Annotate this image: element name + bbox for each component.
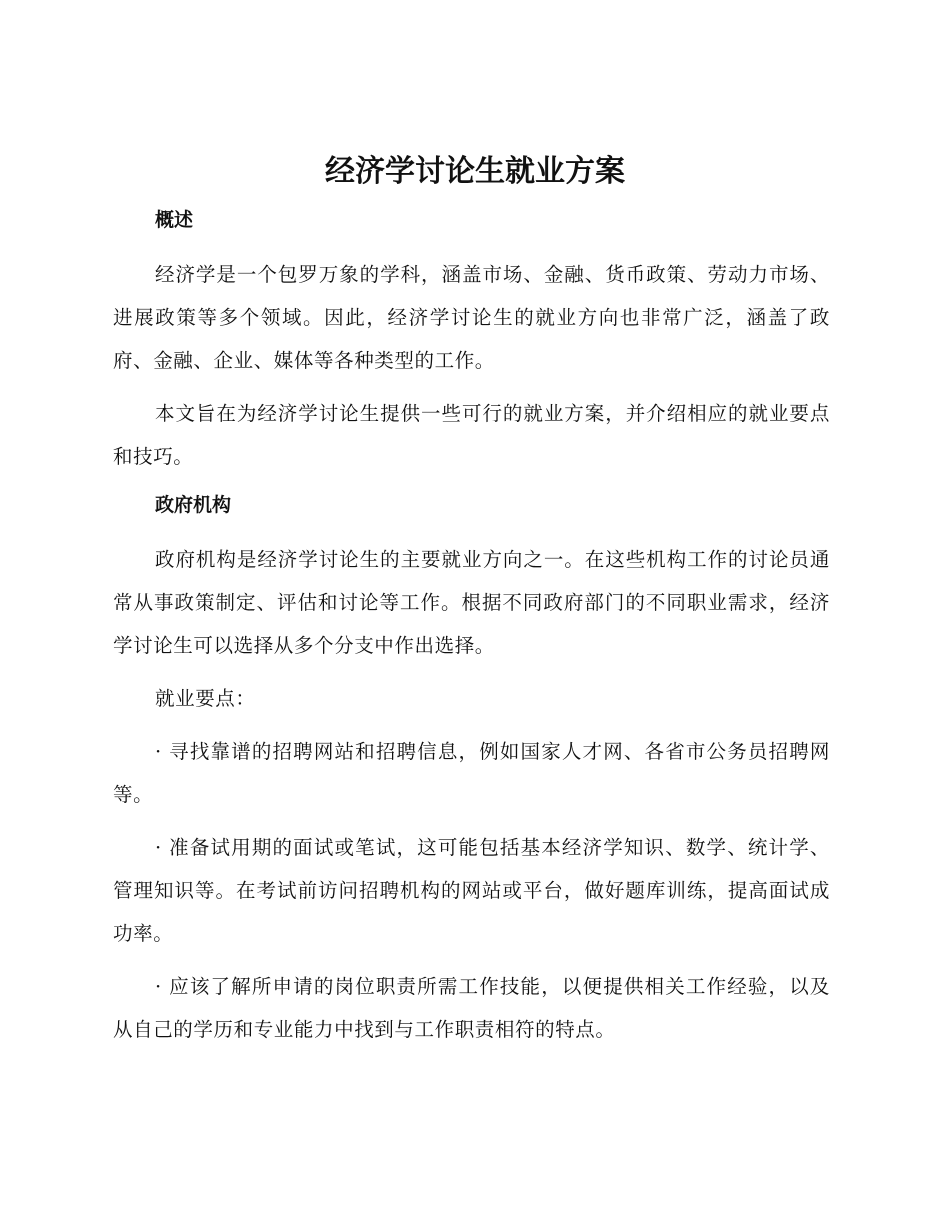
paragraph: 本文旨在为经济学讨论生提供一些可行的就业方案，并介绍相应的就业要点和技巧。 [113, 402, 830, 468]
bullet-item: · 应该了解所申请的岗位职责所需工作技能，以便提供相关工作经验，以及从自己的学历和专业能力中找到与工作职责相符的特点。 [113, 975, 830, 1041]
document-body [113, 203, 830, 1061]
paragraph: 就业要点： [155, 687, 256, 710]
section-overview [113, 203, 830, 478]
bullet-item: · 寻找靠谱的招聘网站和招聘信息，例如国家人才网、各省市公务员招聘网等。 [113, 740, 830, 806]
section-heading: 概述 [155, 209, 194, 231]
section-heading: 政府机构 [155, 494, 232, 516]
paragraph: 经济学是一个包罗万象的学科，涵盖市场、金融、货币政策、劳动力市场、进展政策等多个领域。因此，经济学讨论生的就业方向也非常广泛，涵盖了政府、金融、企业、媒体等各种类型的工作。 [113, 263, 830, 372]
bullet-item: · 准备试用期的面试或笔试，这可能包括基本经济学知识、数学、统计学、管理知识等。在考试前访问招聘机构的网站或平台，做好题库训练，提高面试成功率。 [113, 836, 830, 945]
section-government [113, 488, 830, 1051]
paragraph: 政府机构是经济学讨论生的主要就业方向之一。在这些机构工作的讨论员通常从事政策制定、评估和讨论等工作。根据不同政府部门的不同职业需求，经济学讨论生可以选择从多个分支中作出选择。 [113, 548, 830, 657]
document-title: 经济学讨论生就业方案 [325, 154, 625, 189]
